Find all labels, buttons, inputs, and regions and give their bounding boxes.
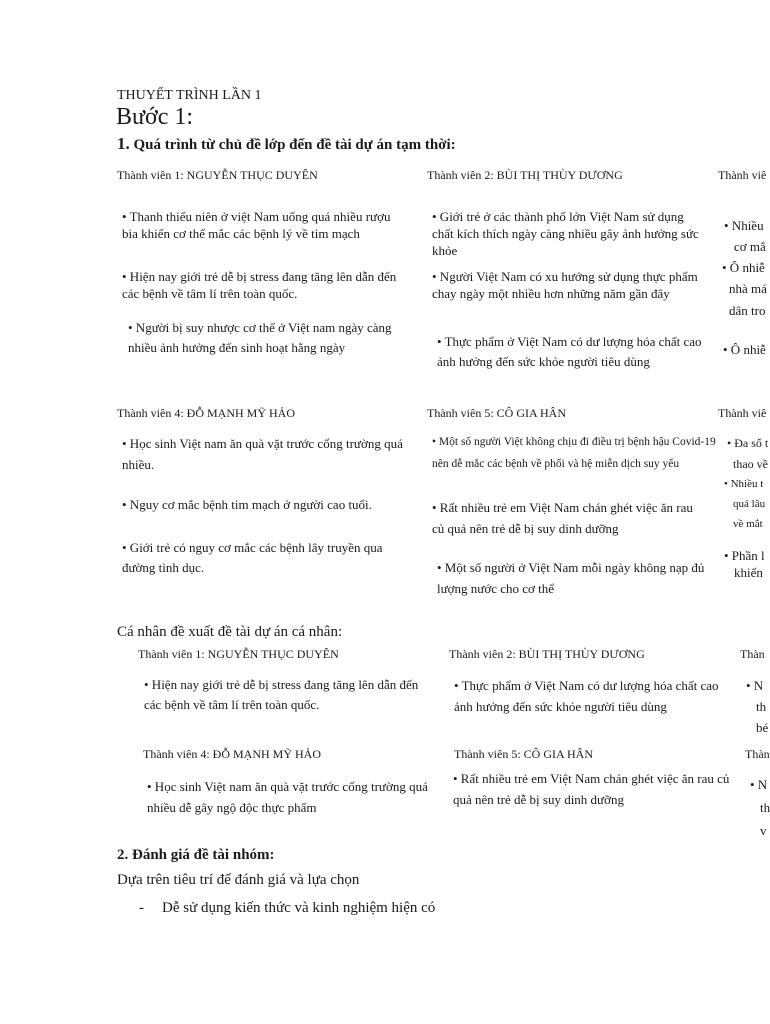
list-item: • Giới trẻ có nguy cơ mắc các bệnh lây truyền qua đường tình dục. (122, 540, 383, 575)
list-item-fragment: • Nhiều (724, 218, 764, 233)
list-item: • Giới trẻ ở các thành phố lớn Việt Nam sử dụng chất kích thích ngày càng nhiều gây ảnh hưởng sức khỏe (432, 209, 699, 258)
proposal-text: • Thực phẩm ở Việt Nam có dư lượng hóa chất cao ảnh hưởng đến sức khỏe người tiêu dùng (454, 678, 719, 714)
list-item-fragment: • Phần l (724, 548, 765, 563)
list-item: • Thực phẩm ở Việt Nam có dư lượng hóa chất cao ảnh hưởng đến sức khỏe người tiêu dùng (437, 334, 702, 369)
dash-bullet: - (139, 900, 144, 916)
member-2-header: Thành viên 2: BÙI THỊ THÙY DƯƠNG (427, 168, 623, 182)
section-1-title: Quá trình từ chủ đề lớp đến đề tài dự án tạm thời: (129, 137, 456, 153)
list-item-fragment: bé (756, 720, 769, 735)
member-2-header: Thành viên 2: BÙI THỊ THÙY DƯƠNG (449, 647, 645, 661)
list-item-fragment: • Nhiều t (724, 478, 764, 490)
list-item-fragment: nhà má (729, 281, 767, 296)
proposal-text: • Học sinh Việt nam ăn quà vặt trước cổng trường quá nhiều dễ gây ngộ độc thực phẩm (147, 779, 428, 815)
list-item: • Người Việt Nam có xu hướng sử dụng thực phẩm chay ngày một nhiều hơn những năm gần đây (432, 269, 698, 301)
personal-section-title: Cá nhân đề xuất đề tài dự án cá nhân: (117, 624, 343, 640)
member-4-header: Thành viên 4: ĐỖ MẠNH MỸ HẢO (117, 406, 295, 420)
section-1-heading (117, 134, 456, 154)
list-item-fragment: • Đa số t (727, 436, 769, 450)
list-item-fragment: thao về (733, 457, 768, 471)
list-item: • Rất nhiều trẻ em Việt Nam chán ghét việc ăn rau củ quả nên trẻ dễ bị suy dinh dưỡng (432, 500, 693, 536)
proposal-text: • Hiện nay giới trẻ dễ bị stress đang tăng lên dẫn đến các bệnh về tâm lí trên toàn quốc. (144, 677, 419, 712)
member-3-header: Thàn (740, 647, 765, 661)
list-item-fragment: • Ô nhiễ (722, 260, 765, 275)
list-item-fragment: về mắt (733, 518, 763, 530)
section-2-heading: 2. Đánh giá đề tài nhóm: (117, 847, 275, 863)
list-item-fragment: • Ô nhiễ (723, 342, 766, 357)
list-item-fragment: cơ mắ (734, 239, 766, 254)
list-item-fragment: khiến (734, 565, 763, 580)
member-1-header: Thành viên 1: NGUYỄN THỤC DUYÊN (117, 168, 318, 182)
list-item: • Học sinh Việt nam ăn quà vặt trước cổng trường quá nhiều. (122, 436, 403, 472)
member-5-header: Thành viên 5: CÔ GIA HÂN (454, 747, 593, 761)
list-item: • Thanh thiếu niên ở việt Nam uống quá nhiều rượu bia khiến cơ thể mắc các bệnh lý về tim mạch (122, 209, 391, 241)
section-1-number: 1. (117, 134, 130, 153)
member-1-header: Thành viên 1: NGUYỄN THỤC DUYÊN (138, 647, 339, 661)
list-item-fragment: quá lâu (733, 498, 766, 510)
step-heading: Bước 1: (116, 104, 194, 130)
list-item-fragment: • N (750, 777, 768, 792)
member-4-header: Thành viên 4: ĐỖ MẠNH MỸ HẢO (143, 747, 321, 761)
member-6-header: Thành viê (718, 406, 767, 420)
list-item: • Một số người ở Việt Nam mỗi ngày không nạp đủ lượng nước cho cơ thể (437, 560, 705, 596)
member-6-header: Thàn (745, 747, 770, 761)
list-item: • Một số người Việt không chịu đi điều trị bệnh hậu Covid-19 nên dễ mắc các bệnh về phổi và hệ miễn dịch suy yếu (432, 436, 716, 470)
section-2-intro: Dựa trên tiêu trí để đánh giá và lựa chọn (117, 872, 360, 888)
list-item: • Nguy cơ mắc bệnh tim mạch ở người cao tuổi. (122, 497, 372, 512)
list-item-fragment: th (756, 699, 767, 714)
list-item: • Hiện nay giới trẻ dễ bị stress đang tăng lên dẫn đến các bệnh về tâm lí trên toàn quốc. (122, 269, 397, 301)
list-item-fragment: v (760, 823, 767, 838)
list-item-fragment: th (760, 800, 770, 815)
document-title: THUYẾT TRÌNH LẦN 1 (117, 88, 262, 103)
list-item-fragment: • N (746, 678, 764, 693)
criteria-item: Dễ sử dụng kiến thức và kinh nghiệm hiện có (162, 900, 436, 916)
proposal-text: • Rất nhiều trẻ em Việt Nam chán ghét việc ăn rau củ quả nên trẻ dễ bị suy dinh dưỡng (453, 771, 730, 807)
list-item-fragment: dân tro (729, 303, 766, 318)
member-3-header: Thành viê (718, 168, 767, 182)
member-5-header: Thành viên 5: CÔ GIA HÂN (427, 406, 566, 420)
list-item: • Người bị suy nhược cơ thể ở Việt nam ngày càng nhiều ảnh hưởng đến sinh hoạt hằng ngày (128, 320, 392, 355)
